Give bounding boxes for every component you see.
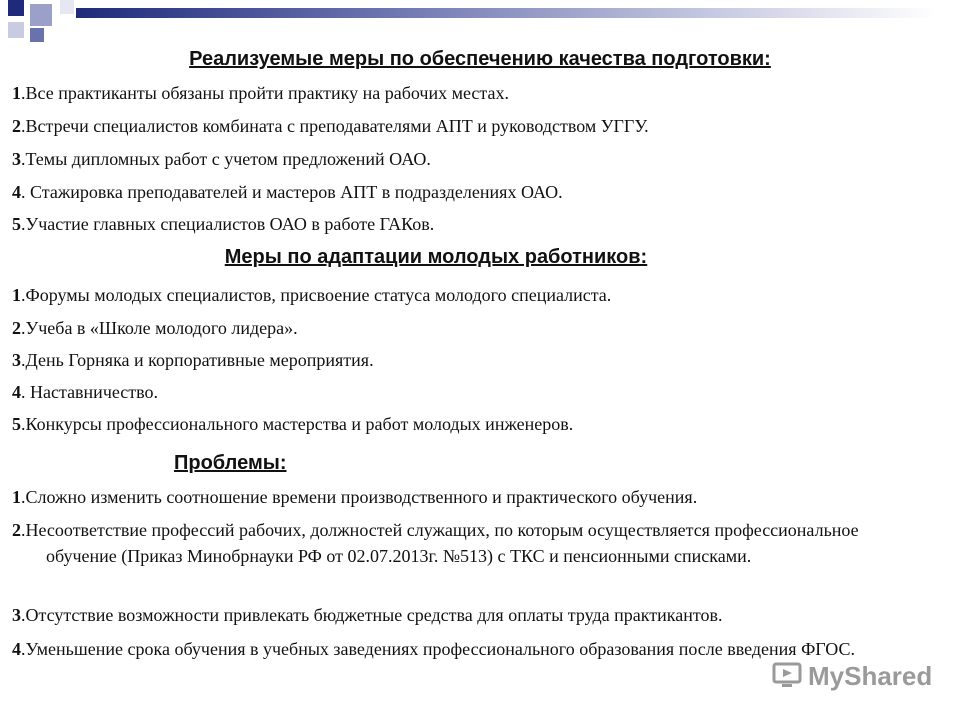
list-item: 1.Форумы молодых специалистов, присвоение статуса молодого специалиста. bbox=[12, 285, 612, 305]
list-item: 3.Отсутствие возможности привлекать бюджетные средства для оплаты труда практикантов. bbox=[12, 605, 723, 625]
watermark bbox=[772, 660, 932, 692]
list-item: 4. Наставничество. bbox=[12, 382, 159, 402]
decor-square bbox=[8, 0, 24, 16]
list-item: 2.Несоответствие профессий рабочих, должностей служащих, по которым осуществляется профессиональное обучение (Приказ Минобрнауки РФ от 02.07.2013г. №513) с ТКС и пенсионными списками. bbox=[12, 520, 859, 566]
list-item: 4. Стажировка преподавателей и мастеров АПТ в подразделениях ОАО. bbox=[12, 182, 563, 202]
list-item: 3.Темы дипломных работ с учетом предложений ОАО. bbox=[12, 149, 431, 169]
decor-square bbox=[8, 22, 24, 38]
list-item: 3.День Горняка и корпоративные мероприятия. bbox=[12, 350, 374, 370]
list-item: 2.Встречи специалистов комбината с преподавателями АПТ и руководством УГГУ. bbox=[12, 116, 649, 136]
watermark-text: MyShared bbox=[808, 660, 933, 691]
list-item: 5.Конкурсы профессионального мастерства и работ молодых инженеров. bbox=[12, 414, 574, 434]
decor-square bbox=[30, 4, 52, 26]
decor-square bbox=[30, 28, 44, 42]
section-title-quality: Реализуемые меры по обеспечению качества подготовки: bbox=[189, 48, 771, 70]
section-title-adaptation: Меры по адаптации молодых работников: bbox=[224, 246, 648, 268]
list-item: 5.Участие главных специалистов ОАО в работе ГАКов. bbox=[12, 214, 435, 234]
list-item: 4.Уменьшение срока обучения в учебных заведениях профессионального образования после введения ФГОС. bbox=[12, 639, 855, 659]
list-item: 1.Все практиканты обязаны пройти практику на рабочих местах. bbox=[12, 83, 509, 103]
watermark-screen-icon bbox=[772, 661, 802, 691]
list-item: 1.Сложно изменить соотношение времени производственного и практического обучения. bbox=[12, 487, 698, 507]
list-item: 2.Учеба в «Школе молодого лидера». bbox=[12, 318, 298, 338]
section-title-problems: Проблемы: bbox=[174, 452, 287, 474]
top-gradient-bar bbox=[76, 8, 936, 18]
decor-square bbox=[60, 0, 74, 14]
